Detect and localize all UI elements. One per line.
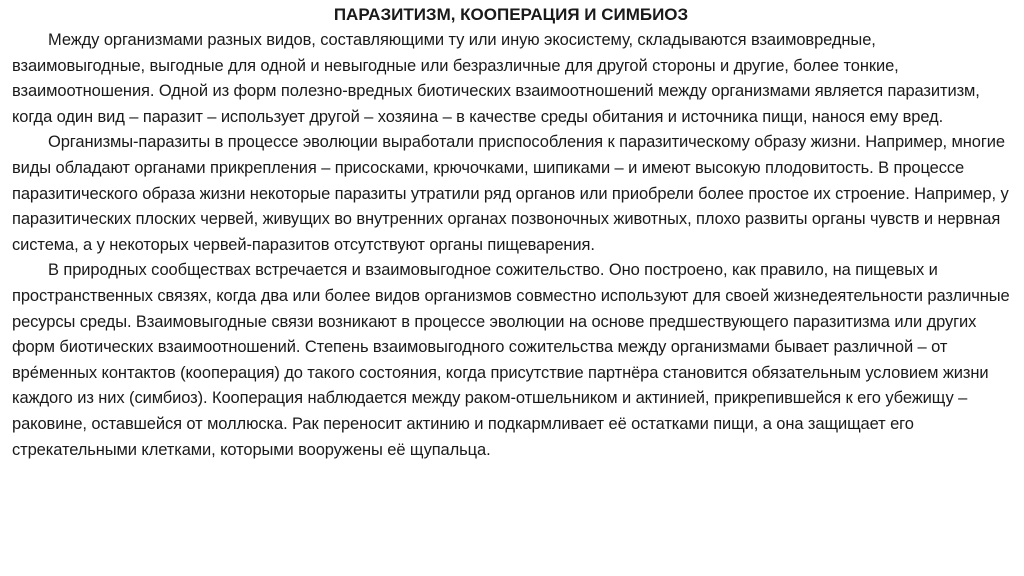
paragraph-cooperation-symbiosis: В природных сообществах встречается и взаимовыгодное сожительство. Оно построено, как правило, на пищевых и пространственных связях, когда два или более видов организмов совместно используют для своей жизнедеятельности различные ресурсы среды. Взаимовыгодные связи возникают в процессе эволюции на основе предшествующего паразитизма или других форм биотических взаимоотношений. Степень взаимовыгодного сожительства между организмами бывает различной – от вре́менных контактов (кооперация) до такого состояния, когда присутствие партнёра становится обязательным условием жизни каждого из них (симбиоз). Кооперация наблюдается между раком-отшельником и актинией, прикрепившейся к его убежищу – раковине, оставшейся от моллюска. Рак переносит актинию и подкармливает её остатками пищи, а она защищает его стрекательными клетками, которыми вооружены её щупальца. bbox=[12, 261, 1010, 459]
paragraph-parasitism: Между организмами разных видов, составляющими ту или иную экосистему, складываются взаимовредные, взаимовыгодные, выгодные для одной и невыгодные или безразличные для другой стороны и другие, более тонкие, взаимоотношения. Одной из форм полезно-вредных биотических взаимоотношений между организмами является паразитизм, когда один вид – паразит – использует другой – хозяина – в качестве среды обитания и источника пищи, нанося ему вред. bbox=[12, 31, 980, 126]
page-title: ПАРАЗИТИЗМ, КООПЕРАЦИЯ И СИМБИОЗ bbox=[333, 5, 689, 24]
paragraph-parasite-adaptations: Организмы-паразиты в процессе эволюции выработали приспособления к паразитическому образу жизни. Например, многие виды обладают органами прикрепления – присосками, крючочками, шипиками – и имеют высокую плодовитость. В процессе паразитического образа жизни некоторые паразиты утратили ряд органов или приобрели более простое их строение. Например, у паразитических плоских червей, живущих во внутренних органах позвоночных животных, плохо развиты органы чувств и нервная система, а у некоторых червей-паразитов отсутствуют органы пищеварения. bbox=[12, 133, 1009, 254]
